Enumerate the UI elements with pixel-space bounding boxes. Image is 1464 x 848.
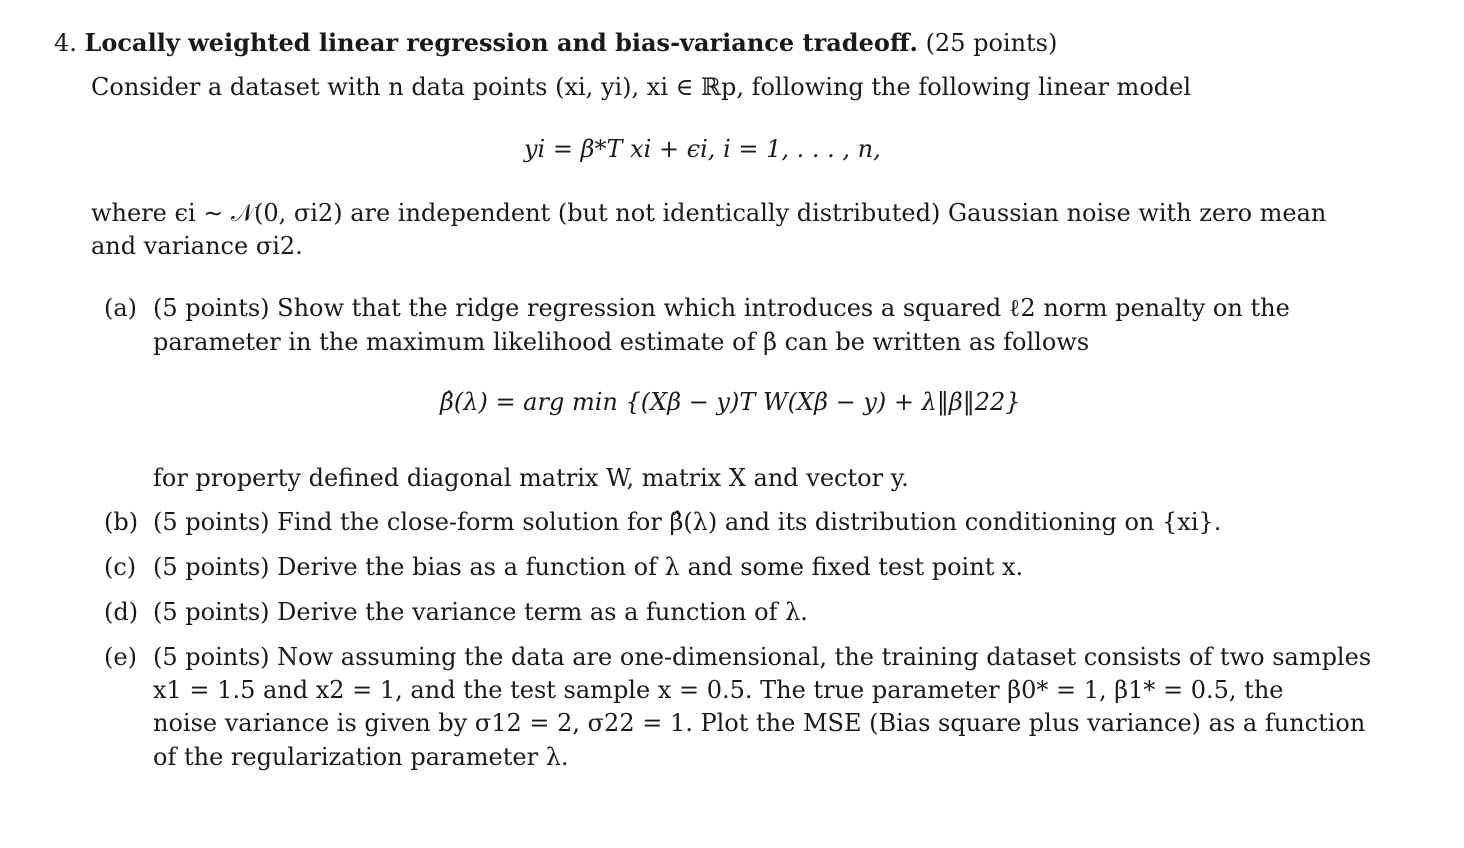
intro-line: Consider a dataset with n data points (xi, yi), xi ∈ ℝp, following the following linear model [91, 73, 1192, 101]
problem-points: (25 points) [925, 29, 1058, 57]
part-e-line-4: of the regularization parameter λ. [153, 743, 569, 771]
part-d-label: (d) [104, 598, 139, 626]
part-e-line-1: (5 points) Now assuming the data are one-dimensional, the training dataset consists of two samples [153, 643, 1372, 671]
part-c-label: (c) [104, 553, 137, 581]
part-a-label: (a) [104, 294, 138, 322]
part-e-line-3: noise variance is given by σ12 = 2, σ22 = 1. Plot the MSE (Bias square plus variance) as a function [153, 709, 1366, 737]
part-e-label: (e) [104, 643, 137, 671]
part-a-line-2: parameter in the maximum likelihood estimate of β can be written as follows [153, 328, 1090, 356]
where-line-1: where ϵi ∼ 𝒩(0, σi2) are independent (but not identically distributed) Gaussian noise with zero mean [91, 199, 1327, 227]
part-d-text: (5 points) Derive the variance term as a function of λ. [153, 598, 808, 626]
part-e-line-2: x1 = 1.5 and x2 = 1, and the test sample x = 0.5. The true parameter β0* = 1, β1* = 0.5, the [153, 676, 1284, 704]
part-c-text: (5 points) Derive the bias as a function of λ and some fixed test point x. [153, 553, 1024, 581]
part-a-line-1: (5 points) Show that the ridge regression which introduces a squared ℓ2 norm penalty on the [153, 294, 1290, 322]
part-b-label: (b) [104, 508, 139, 536]
problem-number: 4. [54, 29, 77, 57]
ridge-equation: β̂(λ) = arg min {(Xβ − y)T W(Xβ − y) + λ‖β‖22} [440, 388, 1021, 416]
part-a-after: for property defined diagonal matrix W, matrix X and vector y. [153, 464, 909, 492]
part-b-text: (5 points) Find the close-form solution for β̂(λ) and its distribution conditioning on {xi}. [153, 508, 1222, 536]
model-equation: yi = β*T xi + ϵi, i = 1, . . . , n, [524, 135, 881, 163]
problem-heading [54, 28, 1057, 57]
where-line-2: and variance σi2. [91, 232, 303, 260]
problem-title: Locally weighted linear regression and bias-variance tradeoff. [84, 28, 918, 57]
